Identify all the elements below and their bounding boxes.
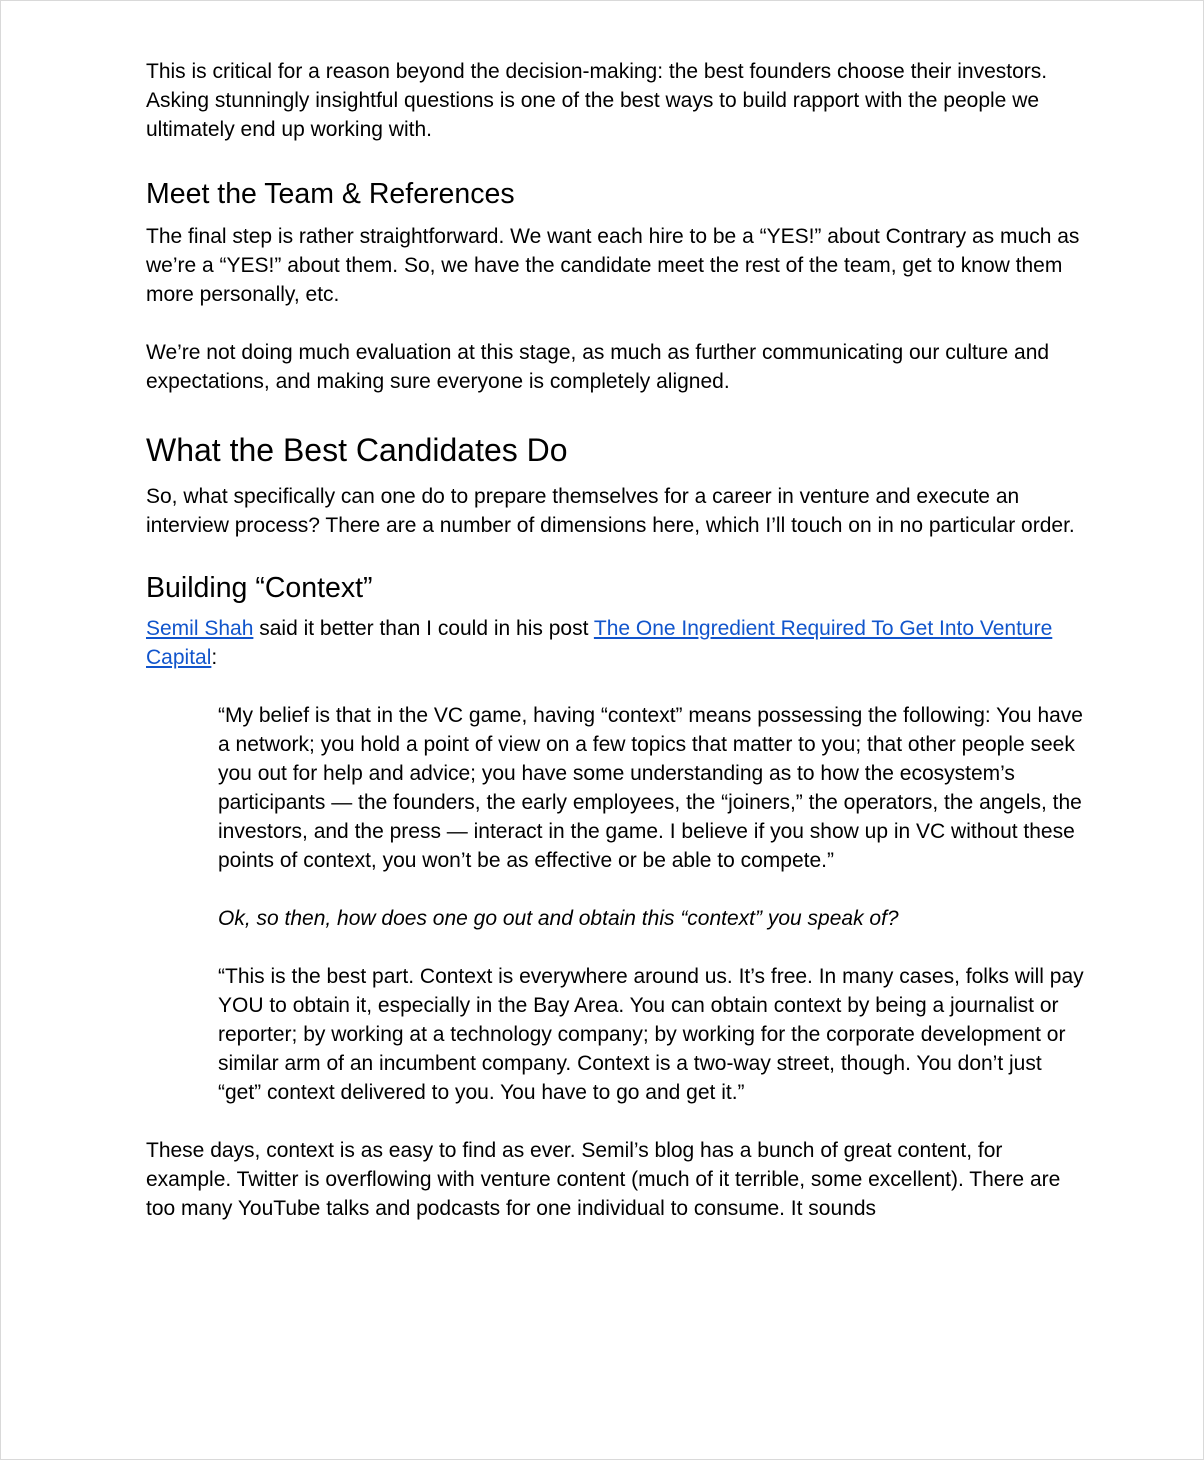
paragraph-spacer	[146, 309, 1091, 338]
paragraph-final-step: The final step is rather straightforward. We want each hire to be a “YES!” about Contrary as much as we’re a “YES!” about them. So, we have the candidate meet the rest of the team, get to know them more personally, etc.	[146, 225, 1080, 306]
paragraph-spacer	[146, 933, 1091, 962]
paragraph-prepare: So, what specifically can one do to prepare themselves for a career in venture and execute an interview process? There are a number of dimensions here, which I’ll touch on in no particular order.	[146, 485, 1075, 537]
heading-building-context: Building “Context”	[146, 572, 373, 604]
paragraph-spacer	[146, 1107, 1091, 1136]
paragraph-spacer	[146, 875, 1091, 904]
blockquote-context-definition: “My belief is that in the VC game, having “context” means possessing the following: You have a network; you hold a point of view on a few topics that matter to you; that other people seek you out for help and advice; you have some understanding as to how the ecosystem’s participants — the founders, the early employees, the “joiners,” the operators, the angels, the investors, and the press — interact in the game. I believe if you show up in VC without these points of context, you won’t be as effective or be able to compete.”	[218, 704, 1083, 872]
heading-best-candidates: What the Best Candidates Do	[146, 432, 568, 468]
paragraph-spacer	[146, 672, 1091, 701]
paragraph-context-easy: These days, context is as easy to find as ever. Semil’s blog has a bunch of great content, for example. Twitter is overflowing with venture content (much of it terrible, some excellent). There are too many YouTube talks and podcasts for one individual to consume. It sounds	[146, 1139, 1061, 1220]
paragraph-intro	[146, 614, 1091, 672]
document-body	[146, 57, 1091, 1223]
intro-text-middle: said it better than I could in his post	[253, 617, 594, 640]
link-semil-shah[interactable]: Semil Shah	[146, 617, 254, 640]
paragraph-investors: This is critical for a reason beyond the decision-making: the best founders choose their investors. Asking stunningly insightful questions is one of the best ways to build rapport with the people we ultimately end up working with.	[146, 60, 1048, 141]
heading-meet-the-team: Meet the Team & References	[146, 178, 515, 210]
link-one-ingredient-post[interactable]: The One Ingredient Required To Get Into Venture Capital	[146, 617, 1053, 669]
intro-text-end: :	[211, 646, 218, 669]
blockquote-best-part: “This is the best part. Context is everywhere around us. It’s free. In many cases, folks will pay YOU to obtain it, especially in the Bay Area. You can obtain context by being a journalist or reporter; by working at a technology company; by working for the corporate development or similar arm of an incumbent company. Context is a two-way street, though. You don’t just “get” context delivered to you. You have to go and get it.”	[218, 965, 1084, 1104]
blockquote-question: Ok, so then, how does one go out and obtain this “context” you speak of?	[218, 907, 899, 930]
paragraph-evaluation: We’re not doing much evaluation at this stage, as much as further communicating our culture and expectations, and making sure everyone is completely aligned.	[146, 341, 1050, 393]
